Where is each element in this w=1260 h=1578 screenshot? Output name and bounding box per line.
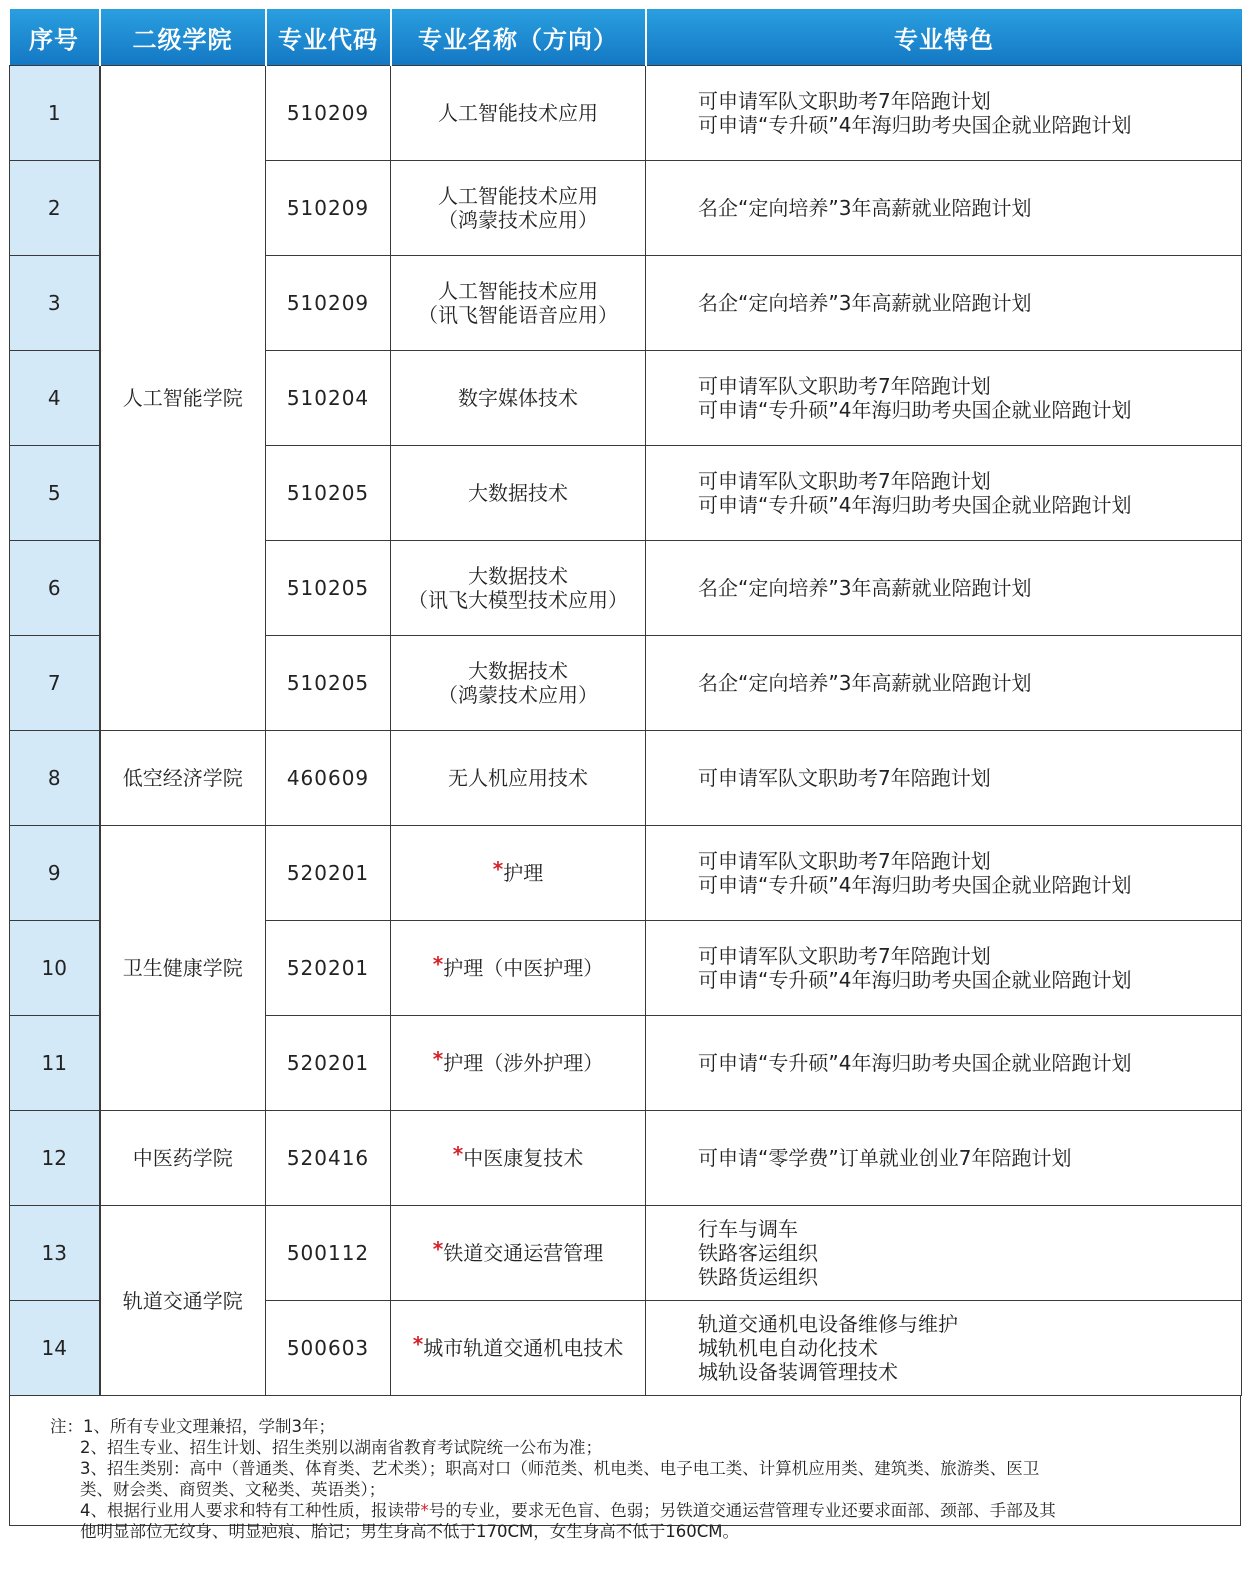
college-name: 人工智能学院 (100, 66, 266, 731)
major-code: 510205 (266, 446, 391, 541)
major-code: 520201 (266, 1016, 391, 1111)
major-name-line (391, 481, 645, 505)
major-name-text: 铁道交通运营管理 (443, 1241, 604, 1265)
note-4a-after: 号的专业，要求无色盲、色弱；另铁道交通运营管理专业还要求面部、颈部、手部及其 (428, 1501, 1056, 1520)
major-name-line (391, 1142, 645, 1170)
feature-line: 名企“定向培养”3年高薪就业陪跑计划 (698, 196, 1032, 220)
feature-line: 名企“定向培养”3年高薪就业陪跑计划 (698, 671, 1032, 695)
major-code: 520201 (266, 826, 391, 921)
major-features (646, 161, 1242, 256)
major-name (391, 446, 646, 541)
notes-section (9, 1396, 1241, 1541)
feature-line: 可申请军队文职助考7年陪跑计划 (698, 766, 991, 790)
row-index: 4 (10, 351, 100, 446)
major-name-line (391, 588, 645, 612)
major-name (391, 541, 646, 636)
note-star-mark: * (420, 1501, 429, 1520)
major-name-text: 中医康复技术 (463, 1146, 584, 1170)
row-index: 9 (10, 826, 100, 921)
header-row (10, 9, 1242, 66)
feature-line: 城轨设备装调管理技术 (698, 1360, 898, 1384)
major-table-container (9, 9, 1241, 1541)
major-code: 520201 (266, 921, 391, 1016)
major-name-text: 城市轨道交通机电技术 (423, 1336, 624, 1360)
major-code: 510209 (266, 256, 391, 351)
major-name-line (391, 1047, 645, 1075)
major-name (391, 1206, 646, 1301)
feature-line: 轨道交通机电设备维修与维护 (698, 1312, 958, 1336)
feature-line: 可申请军队文职助考7年陪跑计划 (698, 849, 991, 873)
college-name: 低空经济学院 (100, 731, 266, 826)
major-features (646, 921, 1242, 1016)
table-row (10, 1206, 1242, 1301)
major-name-line (391, 1332, 645, 1360)
header-feature: 专业特色 (646, 9, 1242, 66)
major-features (646, 1111, 1242, 1206)
feature-line: 可申请“专升硕”4年海归助考央国企就业陪跑计划 (698, 113, 1132, 137)
major-name-line (391, 101, 645, 125)
note-3a: 3、招生类别：高中（普通类、体育类、艺术类）；职高对口（师范类、机电类、电子电工类、计算机应用类、建筑类、旅游类、医卫 (80, 1459, 1040, 1478)
note-4a-before: 4、根据行业用人要求和特有工种性质，报读带 (80, 1501, 421, 1520)
college-name: 轨道交通学院 (100, 1206, 266, 1396)
major-name-text: 无人机应用技术 (448, 766, 588, 790)
header-college: 二级学院 (100, 9, 266, 66)
feature-line: 行车与调车 (698, 1217, 798, 1241)
table-row (10, 826, 1242, 921)
major-code: 510205 (266, 636, 391, 731)
note-4b: 他明显部位无纹身、明显疤痕、胎记；男生身高不低于170CM，女生身高不低于160CM。 (80, 1522, 740, 1541)
required-star-mark: * (432, 1237, 444, 1261)
major-name (391, 731, 646, 826)
major-code: 500603 (266, 1301, 391, 1396)
major-name-line (391, 857, 645, 885)
major-features (646, 351, 1242, 446)
major-name-line (391, 303, 645, 327)
required-star-mark: * (432, 1047, 444, 1071)
major-name-line (391, 564, 645, 588)
major-name-text: （讯飞智能语音应用） (418, 303, 618, 327)
required-star-mark: * (412, 1332, 424, 1356)
feature-line: 铁路货运组织 (698, 1265, 818, 1289)
major-name-text: 护理（涉外护理） (443, 1051, 604, 1075)
major-name-text: 人工智能技术应用 (438, 184, 598, 208)
major-name-text: （鸿蒙技术应用） (438, 208, 598, 232)
feature-line: 可申请“零学费”订单就业创业7年陪跑计划 (698, 1146, 1072, 1170)
major-features (646, 256, 1242, 351)
major-name (391, 1111, 646, 1206)
header-code: 专业代码 (266, 9, 391, 66)
major-name (391, 921, 646, 1016)
feature-line: 名企“定向培养”3年高薪就业陪跑计划 (698, 291, 1032, 315)
major-name (391, 826, 646, 921)
row-index: 8 (10, 731, 100, 826)
major-code: 510204 (266, 351, 391, 446)
major-name-line (391, 184, 645, 208)
row-index: 2 (10, 161, 100, 256)
row-index: 3 (10, 256, 100, 351)
major-name-line (391, 766, 645, 790)
feature-line: 可申请军队文职助考7年陪跑计划 (698, 944, 991, 968)
note-3b: 类、财会类、商贸类、文秘类、英语类）； (80, 1480, 386, 1499)
row-index: 1 (10, 66, 100, 161)
major-name-text: 人工智能技术应用 (438, 279, 598, 303)
major-features (646, 731, 1242, 826)
major-code: 510209 (266, 161, 391, 256)
feature-line: 名企“定向培养”3年高薪就业陪跑计划 (698, 576, 1032, 600)
major-name-text: （鸿蒙技术应用） (438, 683, 598, 707)
feature-line: 可申请“专升硕”4年海归助考央国企就业陪跑计划 (698, 493, 1132, 517)
major-name-line (391, 386, 645, 410)
major-code: 500112 (266, 1206, 391, 1301)
note-2: 2、招生专业、招生计划、招生类别以湖南省教育考试院统一公布为准； (80, 1438, 602, 1457)
major-name (391, 1301, 646, 1396)
major-features (646, 636, 1242, 731)
row-index: 7 (10, 636, 100, 731)
note-1: 注：1、所有专业文理兼招，学制3年； (50, 1417, 335, 1436)
header-name: 专业名称（方向） (391, 9, 646, 66)
major-name-text: 人工智能技术应用 (438, 101, 598, 125)
major-name-text: 大数据技术 (468, 481, 568, 505)
feature-line: 铁路客运组织 (698, 1241, 818, 1265)
major-features (646, 1016, 1242, 1111)
major-features (646, 446, 1242, 541)
major-name (391, 1016, 646, 1111)
major-name-text: 大数据技术 (468, 659, 568, 683)
major-features (646, 66, 1242, 161)
major-name (391, 66, 646, 161)
feature-line: 可申请军队文职助考7年陪跑计划 (698, 89, 991, 113)
major-name (391, 636, 646, 731)
feature-line: 可申请军队文职助考7年陪跑计划 (698, 469, 991, 493)
major-features (646, 1206, 1242, 1301)
college-name: 卫生健康学院 (100, 826, 266, 1111)
required-star-mark: * (452, 1142, 464, 1166)
major-name-text: 护理（中医护理） (443, 956, 604, 980)
college-name: 中医药学院 (100, 1111, 266, 1206)
row-index: 12 (10, 1111, 100, 1206)
major-name-line (391, 952, 645, 980)
feature-line: 可申请“专升硕”4年海归助考央国企就业陪跑计划 (698, 1051, 1132, 1075)
major-code: 520416 (266, 1111, 391, 1206)
major-code: 460609 (266, 731, 391, 826)
feature-line: 可申请“专升硕”4年海归助考央国企就业陪跑计划 (698, 398, 1132, 422)
feature-line: 可申请“专升硕”4年海归助考央国企就业陪跑计划 (698, 968, 1132, 992)
major-name-line (391, 683, 645, 707)
major-name (391, 256, 646, 351)
major-code: 510209 (266, 66, 391, 161)
major-name-line (391, 208, 645, 232)
row-index: 6 (10, 541, 100, 636)
feature-line: 城轨机电自动化技术 (698, 1336, 878, 1360)
row-index: 5 (10, 446, 100, 541)
major-name-line (391, 659, 645, 683)
major-features (646, 541, 1242, 636)
required-star-mark: * (432, 952, 444, 976)
table-row (10, 1111, 1242, 1206)
note-4a (50, 1500, 1196, 1521)
major-name-text: 数字媒体技术 (458, 386, 578, 410)
major-name-text: （讯飞大模型技术应用） (408, 588, 628, 612)
row-index: 13 (10, 1206, 100, 1301)
table-body (10, 66, 1242, 1396)
major-features (646, 1301, 1242, 1396)
row-index: 10 (10, 921, 100, 1016)
row-index: 14 (10, 1301, 100, 1396)
row-index: 11 (10, 1016, 100, 1111)
major-name-line (391, 1237, 645, 1265)
required-star-mark: * (492, 857, 504, 881)
header-index: 序号 (10, 9, 100, 66)
major-name (391, 161, 646, 256)
major-code: 510205 (266, 541, 391, 636)
table-row (10, 66, 1242, 161)
feature-line: 可申请军队文职助考7年陪跑计划 (698, 374, 991, 398)
feature-line: 可申请“专升硕”4年海归助考央国企就业陪跑计划 (698, 873, 1132, 897)
major-features (646, 826, 1242, 921)
table-row (10, 731, 1242, 826)
major-name-line (391, 279, 645, 303)
major-name-text: 护理 (503, 861, 544, 885)
major-name (391, 351, 646, 446)
major-table (9, 9, 1242, 1396)
major-name-text: 大数据技术 (468, 564, 568, 588)
